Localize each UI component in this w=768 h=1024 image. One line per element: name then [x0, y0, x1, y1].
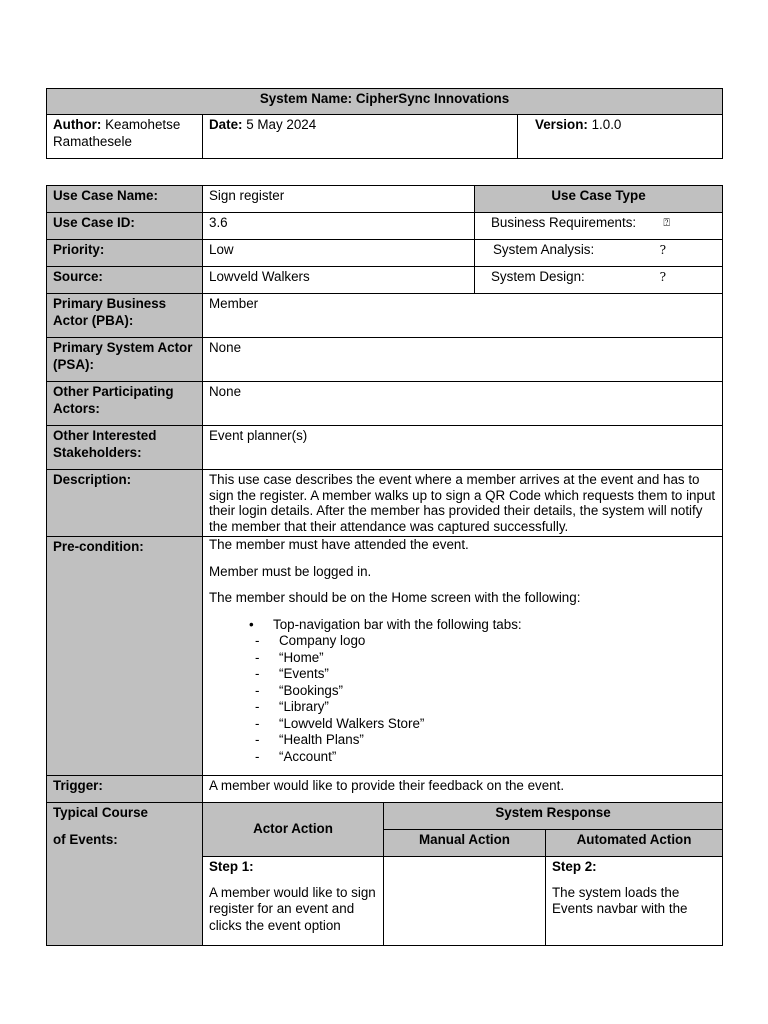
system-response-header: System Response: [384, 803, 723, 830]
author: Keamohetse Ramathesele: [53, 117, 181, 149]
priority-label: Priority:: [47, 240, 203, 267]
pba-label: Primary Business Actor (PBA):: [47, 294, 203, 338]
nav-tab-label: Company logo: [279, 633, 366, 648]
trigger: A member would like to provide their feedback on the event.: [203, 776, 723, 803]
step-2-text: The system loads the Events navbar with the: [552, 884, 688, 916]
course-label-line: Typical Course: [53, 805, 149, 820]
use-case-type-label: Use Case Type: [475, 186, 723, 213]
system-name: CipherSync Innovations: [355, 91, 510, 106]
nav-tab-label: “Lowveld Walkers Store”: [279, 715, 425, 731]
date-label: Date:: [209, 117, 243, 132]
nav-tab-item: - “Lowveld Walkers Store”: [255, 715, 425, 731]
type-mark-icon: ?: [659, 270, 666, 284]
automated-action-header: Automated Action: [546, 830, 723, 857]
nav-bullet-text: Top-navigation bar with the following tabs:: [273, 616, 522, 632]
type-system-analysis: [475, 240, 723, 267]
ois: Event planner(s): [203, 426, 723, 470]
precondition: [203, 537, 723, 776]
type-business-requirements: [475, 213, 723, 240]
nav-tab-label: “Library”: [279, 699, 329, 714]
pba: Member: [203, 294, 723, 338]
precondition-label: Pre-condition:: [47, 537, 203, 776]
opa-label: Other Participating Actors:: [47, 382, 203, 426]
nav-tab-item: - “Library”: [255, 699, 329, 714]
type-mark-icon: ?: [659, 243, 666, 257]
system-header-table: [46, 88, 723, 159]
version-cell: [518, 115, 723, 159]
use-case-id: 3.6: [203, 213, 475, 240]
nav-tab-item: - “Home”: [255, 649, 324, 665]
nav-tab-label: “Health Plans”: [279, 732, 364, 747]
psa: None: [203, 338, 723, 382]
precondition-line: Member must be logged in.: [209, 563, 372, 579]
nav-tab-label: “Home”: [279, 649, 324, 665]
system-name-label: System Name:: [259, 91, 353, 106]
description: This use case describes the event where a member arrives at the event and has to sign the register. A member walks up to sign a QR Code which requests them to input their login details. After the member has provided their details, the system will notify the member that their attendance was captured successfully.: [203, 470, 723, 537]
type-system-design: [475, 267, 723, 294]
use-case-name-label: Use Case Name:: [47, 186, 203, 213]
step-2-label: Step 2:: [552, 859, 597, 874]
priority: Low: [203, 240, 475, 267]
course-label-line: of Events:: [53, 831, 118, 847]
type-mark-icon: ⍰: [663, 216, 670, 229]
bullet-icon: •: [249, 616, 254, 632]
source-label: Source:: [47, 267, 203, 294]
precondition-line: The member must have attended the event.: [209, 537, 469, 552]
nav-tab-item: - Company logo: [255, 633, 366, 648]
type-label: System Analysis:: [493, 242, 595, 257]
system-name-cell: [47, 89, 723, 115]
nav-tab-item: - “Events”: [255, 666, 329, 681]
description-label: Description:: [47, 470, 203, 537]
nav-tab-label: “Account”: [279, 748, 337, 764]
precondition-line: The member should be on the Home screen with the following:: [209, 590, 581, 605]
version: 1.0.0: [591, 117, 622, 132]
author-cell: [47, 115, 203, 159]
use-case-table: [46, 185, 723, 946]
version-label: Version:: [535, 117, 588, 132]
step-1-label: Step 1:: [209, 859, 254, 874]
use-case-name: Sign register: [203, 186, 475, 213]
nav-tab-label: “Events”: [279, 666, 329, 681]
type-label: Business Requirements:: [491, 215, 637, 230]
course-of-events-label: [47, 803, 203, 946]
use-case-id-label: Use Case ID:: [47, 213, 203, 240]
psa-label: Primary System Actor (PSA):: [47, 338, 203, 382]
date: 5 May 2024: [246, 117, 317, 132]
nav-tab-label: “Bookings”: [279, 682, 344, 698]
ois-label: Other Interested Stakeholders:: [47, 426, 203, 470]
step-1-text: A member would like to sign register for an event and clicks the event option: [209, 884, 376, 933]
nav-tab-item: - “Health Plans”: [255, 732, 364, 747]
actor-action-header: Actor Action: [203, 803, 384, 857]
nav-bullet: [209, 617, 716, 634]
type-label: System Design:: [491, 269, 585, 284]
date-cell: [203, 115, 518, 159]
nav-tab-item: - “Account”: [255, 748, 337, 764]
step-2-cell: [546, 857, 723, 946]
step-1-cell: [203, 857, 384, 946]
manual-action-cell: [384, 857, 546, 946]
source: Lowveld Walkers: [203, 267, 475, 294]
nav-tab-item: - “Bookings”: [255, 682, 344, 698]
opa: None: [203, 382, 723, 426]
author-label: Author:: [53, 117, 102, 132]
manual-action-header: Manual Action: [384, 830, 546, 857]
trigger-label: Trigger:: [47, 776, 203, 803]
